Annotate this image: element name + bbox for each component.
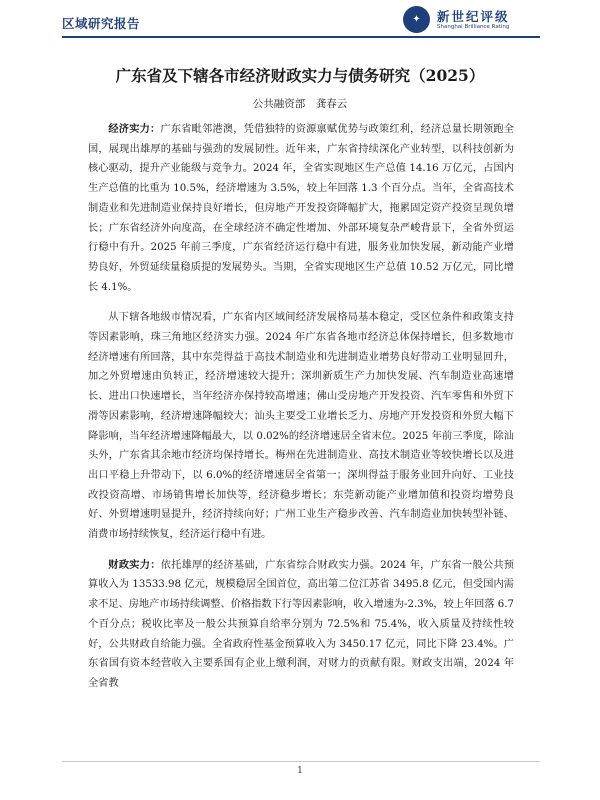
report-authors: 公共融资部 龚春云 xyxy=(252,98,348,110)
paragraph-text: 从下辖各地级市情况看，广东省内区域间经济发展格局基本稳定，受区位条件和政策支持等因素影响，珠三角地区经济实力强。2024 年广东省各地市经济总体保持增长，但多数地市经济增速有所回落，其中东莞得益于高技术制造业和先进制造业增势良好带动工业明显回升，加之外贸增速由负转正，经济增速较大提升；深圳新质生产力加快发展、汽车制造业高速增长、进出口快速增长，当年经济亦保持较高增速；佛山受房地产开发投资、汽车零售和外贸下滑等因素影响，经济增速降幅较大；汕头主要受工业增长乏力、房地产开发投资和外贸大幅下降影响，当年经济增速降幅最大，以 0.02%的经济增速居全省末位。2025 年前三季度，除汕头外，广东省其余地市经济均保持增长。梅州在先进制造业、高技术制造业等较快增长以及进出口平稳上升带动下，以 6.0%的经济增速居全省第一；深圳得益于服务业回升向好、工业技改投资高增、市场销售增长加快等，经济稳步增长；东莞新动能产业增加值和投资均增势良好、外贸增速明显提升，经济持续向好；广州工业生产稳步改善、汽车制造业加快转型补链、消费市场持续恢复，经济运行稳中有进。 xyxy=(88,312,514,541)
footer-divider xyxy=(62,761,540,762)
paragraph-fiscal-strength xyxy=(88,556,514,694)
paragraph-lead: 经济实力： xyxy=(108,123,161,135)
paragraph-lead: 财政实力： xyxy=(108,558,161,571)
paragraph-text: 广东省毗邻港澳，凭借独特的资源禀赋优势与政策红利，经济总量长期领跑全国，展现出雄厚的基础与强劲的发展韧性。近年来，广东省持续深化产业转型，以科技创新为核心驱动，提升产业能级与竞争力。2024 年，全省实现地区生产总值 14.16 万亿元，占国内生产总值的比重为 10.5%，经济增速为 3.5%，较上年回落 1.3 个百分点。当年，全省高技术制造业和先进制造业保持良好增长，但房地产开发投资降幅扩大，拖累固定资产投资呈现负增长；广东省经济外向度高，在全球经济不确定性增加、外部环境复杂严峻背景下，全省外贸运行稳中有升。2025 年前三季度，广东省经济运行稳中有进，服务业加快发展，新动能产业增势良好，外贸延续量稳质提的发展势头。当期，全省实现地区生产总值 10.52 万亿元，同比增长 4.1%。 xyxy=(88,124,514,293)
logo-name: 新世纪评级 xyxy=(437,9,510,24)
paragraph-text: 依托雄厚的经济基础，广东省综合财政实力强。2024 年，广东省一般公共预算收入为 13533.98 亿元，规模稳居全国首位，高出第二位江苏省 3495.8 亿元，但受国内需求不足、房地产市场持续调整、价格指数下行等因素影响，收入增速为-2.3%，较上年回落 6.7 个百分点；税收比率及一般公共预算自给率分别为 72.5%和 75.4%，收入质量及持续性较好，公共财政自给能力强。全省政府性基金预算收入为 3450.17 亿元，同比下降 23.4%。广东省国有资本经营收入主要系国有企业上缴利润，对财力的贡献有限。财政支出端，2024 年全省教 xyxy=(88,559,515,689)
report-body xyxy=(88,120,514,694)
header-divider xyxy=(62,36,540,38)
page-number: 1 xyxy=(297,766,303,776)
company-logo xyxy=(403,4,543,36)
report-title: 广东省及下辖各市经济财政实力与债务研究（2025） xyxy=(115,66,485,85)
report-category: 区域研究报告 xyxy=(62,16,141,31)
paragraph-city-overview xyxy=(88,308,514,544)
logo-english-name: Shanghai Brilliance Rating xyxy=(437,24,510,30)
paragraph-economic-strength xyxy=(88,120,514,297)
logo-emblem-icon: ✦ xyxy=(403,6,430,33)
